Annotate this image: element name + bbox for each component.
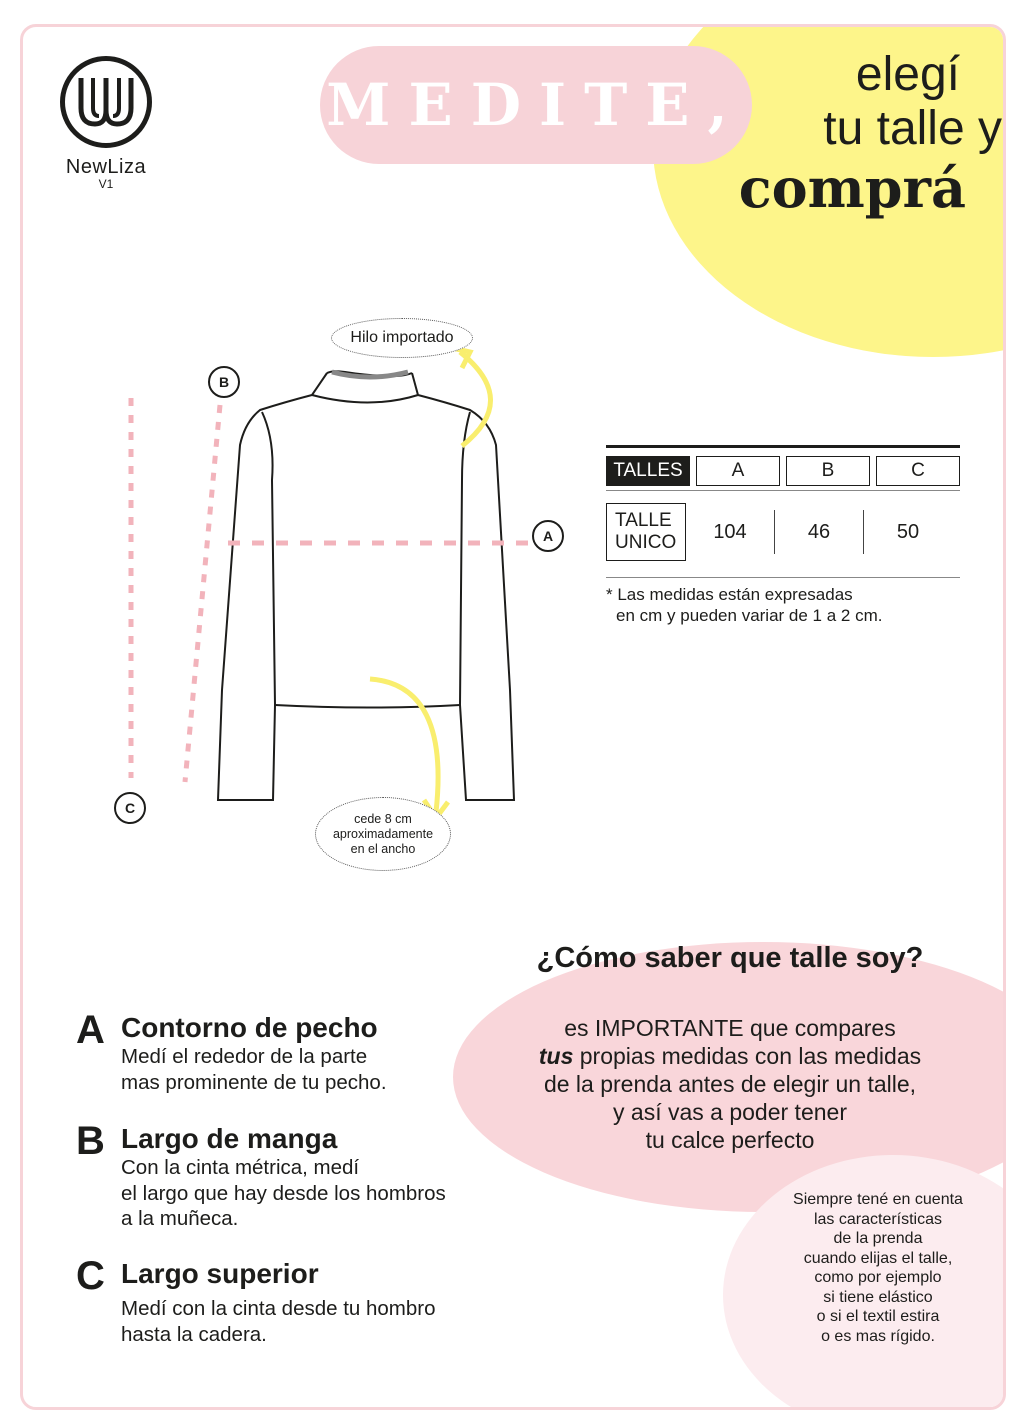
table-col-a: A xyxy=(696,456,780,486)
how-line-1: es IMPORTANTE que compares xyxy=(564,1015,896,1041)
sweater-collar xyxy=(332,372,408,377)
note-line-1: * Las medidas están expresadas xyxy=(606,585,853,604)
how-line-4: y así vas a poder tener xyxy=(613,1099,847,1125)
tip-line: si tiene elástico xyxy=(823,1288,933,1306)
tip-text xyxy=(778,1190,978,1346)
measure-b-title: Largo de manga xyxy=(121,1123,338,1154)
label-a: A xyxy=(532,520,564,552)
cede-line: cede 8 cm xyxy=(354,811,412,826)
value-c: 50 xyxy=(863,510,952,554)
tip-line: cuando elijas el talle, xyxy=(803,1249,953,1267)
talle-unico-label xyxy=(606,503,686,561)
brand-name: NewLiza xyxy=(65,156,147,178)
measure-c-title: Largo superior xyxy=(121,1258,319,1289)
label-b: B xyxy=(208,366,240,398)
how-line-3: de la prenda antes de elegir un talle, xyxy=(543,1071,917,1097)
label-c: C xyxy=(114,792,146,824)
how-title: ¿Cómo saber que talle soy? xyxy=(536,942,924,974)
table-header-talles: TALLES xyxy=(606,456,690,486)
hilo-importado-tag xyxy=(331,318,473,358)
talle-label-line: TALLE xyxy=(615,510,672,531)
measure-c xyxy=(76,1254,516,1347)
headline-line-2: tu talle y xyxy=(823,102,1002,155)
yellow-arrow-bottom xyxy=(370,679,438,812)
brand-variant: V1 xyxy=(98,177,114,191)
table-separator xyxy=(606,490,960,491)
measure-a xyxy=(76,1008,516,1095)
measure-b-line: a la muñeca. xyxy=(121,1207,239,1230)
measure-a-title: Contorno de pecho xyxy=(121,1012,378,1043)
tip-line: o si el textil estira xyxy=(816,1308,940,1325)
measure-a-letter: A xyxy=(76,1008,105,1052)
how-body xyxy=(500,1014,960,1154)
table-col-c: C xyxy=(876,456,960,486)
tip-line: Siempre tené en cuenta xyxy=(793,1191,963,1208)
sweater-outline xyxy=(218,371,514,800)
tip-line: como por ejemplo xyxy=(814,1269,942,1286)
measure-b-line: Con la cinta métrica, medí xyxy=(121,1156,360,1179)
tip-line: o es mas rígido. xyxy=(821,1327,935,1345)
how-emphasis: tus xyxy=(538,1043,574,1069)
value-a: 104 xyxy=(713,520,747,543)
medite-text: MEDITE, xyxy=(326,71,746,139)
measure-b-line: el largo que hay desde los hombros xyxy=(121,1181,446,1205)
note-line-2: en cm y pueden variar de 1 a 2 cm. xyxy=(616,606,883,625)
measure-a-line: Medí el rededor de la parte xyxy=(121,1045,368,1068)
table-top-rule xyxy=(606,445,960,448)
talle-label-line: UNICO xyxy=(615,532,677,553)
measure-c-line: hasta la cadera. xyxy=(121,1322,267,1346)
cede-line: en el ancho xyxy=(350,841,416,856)
measure-a-line: mas prominente de tu pecho. xyxy=(121,1070,387,1094)
measure-c-letter: C xyxy=(76,1254,105,1298)
table-col-b: B xyxy=(786,456,870,486)
headline-line-1: elegí xyxy=(855,48,960,101)
table-header-row xyxy=(606,456,960,486)
table-note xyxy=(606,584,960,626)
cede-tag xyxy=(315,797,451,871)
measure-line-b xyxy=(185,405,220,782)
headline-line-3: comprá xyxy=(738,156,966,220)
tip-line: de la prenda xyxy=(833,1230,923,1247)
measure-b-letter: B xyxy=(76,1119,105,1163)
tip-line: las características xyxy=(813,1210,943,1228)
table-bottom-rule xyxy=(606,577,960,578)
value-b: 46 xyxy=(774,510,863,554)
hilo-importado-text: Hilo importado xyxy=(350,329,454,346)
size-table xyxy=(606,445,960,626)
how-line-2-rest: propias medidas con las medidas xyxy=(573,1043,922,1069)
cede-line: aproximadamente xyxy=(332,826,434,841)
table-row xyxy=(606,503,960,561)
how-line-5: tu calce perfecto xyxy=(645,1127,815,1153)
how-line-2 xyxy=(500,1042,960,1070)
measure-b xyxy=(76,1119,516,1232)
measure-c-line: Medí con la cinta desde tu hombro xyxy=(121,1297,436,1320)
